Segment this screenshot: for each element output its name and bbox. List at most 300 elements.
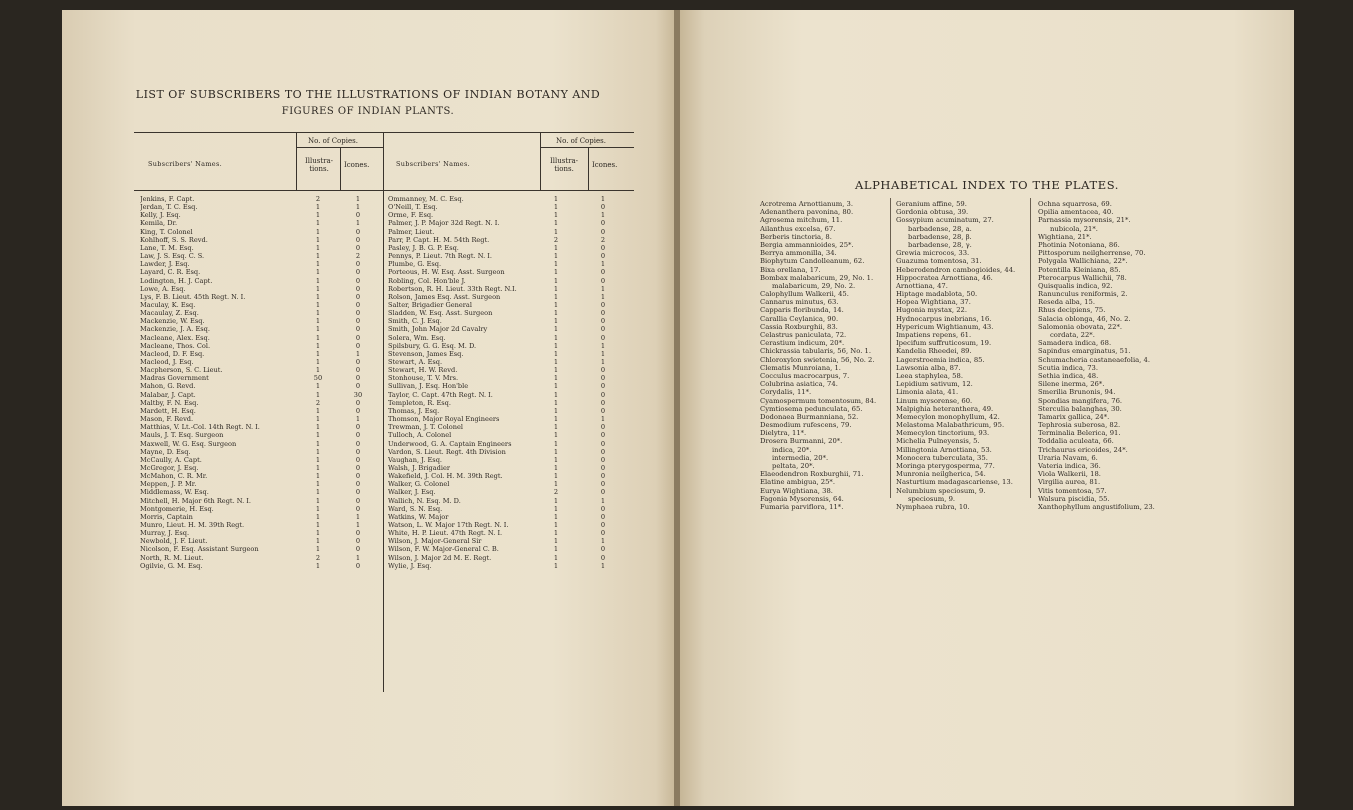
icones-count: 0 bbox=[600, 463, 606, 472]
subscriber-row bbox=[388, 554, 610, 562]
subscriber-row bbox=[388, 521, 610, 529]
index-entry: Vateria indica, 36. bbox=[1038, 462, 1101, 470]
subscriber-row bbox=[388, 391, 610, 399]
subscriber-row bbox=[388, 562, 610, 570]
subscriber-name: Robertson, R. H. Lieut. 33th Regt. N.I. bbox=[388, 284, 517, 293]
subscriber-name: Jerdan, T. C. Esq. bbox=[140, 203, 198, 212]
index-entry: Malpighia heteranthera, 49. bbox=[896, 404, 994, 413]
illustrations-count: 1 bbox=[553, 382, 559, 391]
subscriber-row bbox=[388, 423, 610, 431]
book-spread bbox=[62, 10, 1294, 806]
icones-count: 0 bbox=[600, 300, 606, 309]
subscriber-name: Munro, Lieut. H. M. 39th Regt. bbox=[140, 521, 245, 529]
index-entry: Millingtonia Arnottiana, 53. bbox=[896, 445, 992, 454]
icones-count: 2 bbox=[600, 235, 606, 244]
index-entry: Lawsonia alba, 87. bbox=[896, 363, 961, 372]
illustrations-count: 1 bbox=[553, 390, 559, 399]
illustrations-count: 1 bbox=[553, 439, 559, 448]
index-entry: Drosera Burmanni, 20*. bbox=[760, 437, 843, 446]
illustrations-count: 1 bbox=[553, 195, 559, 203]
index-column-1 bbox=[760, 200, 876, 511]
illustrations-count: 1 bbox=[315, 325, 321, 334]
icones-count: 1 bbox=[355, 521, 361, 529]
index-entry: Agrosema mitchum, 11. bbox=[760, 216, 843, 225]
subscribers-title-line1: LIST OF SUBSCRIBERS TO THE ILLUSTRATIONS OF INDIAN BOTANY AND bbox=[135, 88, 601, 101]
subscriber-row bbox=[388, 350, 610, 358]
icones-count: 0 bbox=[600, 447, 606, 456]
index-entry: malabaricum, 29, No. 2. bbox=[772, 281, 856, 290]
index-entry: Spondias mangifera, 76. bbox=[1038, 396, 1123, 405]
illustrations-count: 1 bbox=[315, 252, 321, 261]
illustrations-count: 2 bbox=[315, 195, 321, 203]
index-entry: Vitis tomentosa, 57. bbox=[1038, 486, 1107, 495]
subscriber-name: Lys, F. B. Lieut. 45th Regt. N. I. bbox=[140, 292, 246, 301]
subscriber-name: Nicolson, F. Esq. Assistant Surgeon bbox=[140, 545, 259, 554]
subscriber-row bbox=[388, 285, 610, 293]
right-names-header: Subscribers' Names. bbox=[396, 160, 470, 168]
subscriber-name: Wylie, J. Esq. bbox=[388, 561, 432, 570]
index-entry: Polygala Wallichiana, 22*. bbox=[1038, 257, 1128, 266]
subscriber-row bbox=[140, 407, 365, 415]
index-entry: Heberodendron cambogioides, 44. bbox=[896, 265, 1016, 274]
subscriber-row bbox=[140, 260, 365, 268]
icones-count: 0 bbox=[600, 325, 606, 334]
subscriber-name: White, H. P. Lieut. 47th Regt. N. I. bbox=[388, 529, 503, 538]
illustrations-count: 1 bbox=[315, 488, 321, 497]
icones-count: 1 bbox=[600, 284, 606, 293]
index-entry: Potentilla Kleiniana, 85. bbox=[1038, 265, 1121, 274]
subscriber-name: Wilson, F. W. Major-General C. B. bbox=[388, 545, 499, 554]
illustrations-count: 1 bbox=[553, 496, 559, 505]
icones-count: 0 bbox=[355, 398, 361, 407]
subscriber-name: Orme, F. Esq. bbox=[388, 211, 434, 220]
index-entry: Hippocratea Arnottiana, 46. bbox=[896, 273, 993, 282]
subscriber-row bbox=[388, 374, 610, 382]
subscriber-name: Wilson, J. Major-General Sir bbox=[388, 537, 482, 546]
subscriber-row bbox=[140, 529, 365, 537]
illustrations-count: 1 bbox=[553, 521, 559, 529]
index-entry: Rhus decipiens, 75. bbox=[1038, 306, 1106, 315]
index-entry: Cassia Roxburghii, 83. bbox=[760, 322, 838, 331]
subscriber-row bbox=[388, 228, 610, 236]
index-entry: Biophytum Candolleanum, 62. bbox=[760, 257, 865, 266]
index-entry: Pterocarpus Wallichii, 78. bbox=[1038, 273, 1127, 282]
subscriber-row bbox=[140, 415, 365, 423]
icones-count: 1 bbox=[355, 512, 361, 521]
illustrations-count: 1 bbox=[315, 480, 321, 489]
illustrations-count: 1 bbox=[553, 504, 559, 513]
icones-count: 0 bbox=[600, 545, 606, 554]
icones-count: 0 bbox=[600, 406, 606, 415]
illustrations-count: 1 bbox=[553, 366, 559, 375]
subscriber-name: Macleane, Alex. Esq. bbox=[140, 333, 210, 342]
illustrations-count: 1 bbox=[553, 398, 559, 407]
subscriber-row bbox=[140, 554, 365, 562]
right-copies-header: No. of Copies. bbox=[556, 137, 606, 145]
index-entry: Gordonia obtusa, 39. bbox=[896, 208, 969, 217]
index-entry: Calophyllum Walkerii, 45. bbox=[760, 290, 849, 299]
icones-count: 1 bbox=[600, 358, 606, 366]
icones-count: 1 bbox=[355, 219, 361, 228]
icones-count: 1 bbox=[600, 496, 606, 505]
subscriber-name: Maltby, F. N. Esq. bbox=[140, 398, 199, 407]
subscriber-row bbox=[388, 448, 610, 456]
illustrations-count: 1 bbox=[315, 366, 321, 375]
illustrations-count: 1 bbox=[553, 512, 559, 521]
illustrations-count: 1 bbox=[553, 341, 559, 350]
index-entry: Monocera tuberculata, 35. bbox=[896, 453, 988, 462]
icones-count: 0 bbox=[600, 529, 606, 538]
subscriber-name: Taylor, C. Capt. 47th Regt. N. I. bbox=[388, 390, 493, 399]
icones-count: 0 bbox=[355, 292, 361, 301]
left-icones-header: Icones. bbox=[344, 161, 370, 169]
illustrations-count: 1 bbox=[315, 545, 321, 554]
subscriber-row bbox=[140, 252, 365, 260]
icones-count: 0 bbox=[600, 439, 606, 448]
illustrations-count: 1 bbox=[315, 537, 321, 546]
icones-count: 2 bbox=[355, 252, 361, 261]
illustrations-count: 1 bbox=[553, 203, 559, 212]
icones-count: 0 bbox=[600, 480, 606, 489]
table-top-rule bbox=[134, 132, 634, 133]
index-entry: Acrotrema Arnottianum, 3. bbox=[760, 200, 854, 208]
illustrations-count: 1 bbox=[315, 455, 321, 464]
icones-count: 0 bbox=[600, 472, 606, 481]
index-entry: Samadera indica, 68. bbox=[1038, 339, 1112, 348]
index-entry: Bergia ammannioides, 25*. bbox=[760, 240, 854, 249]
subscriber-row bbox=[388, 456, 610, 464]
left-names-header: Subscribers' Names. bbox=[148, 160, 222, 168]
icones-count: 0 bbox=[355, 366, 361, 375]
subscriber-name: Lawder, J. Esq. bbox=[140, 260, 190, 269]
illustrations-count: 1 bbox=[553, 227, 559, 236]
illustrations-count: 1 bbox=[553, 537, 559, 546]
illustrations-count: 1 bbox=[315, 333, 321, 342]
subscriber-name: Stevenson, James Esq. bbox=[388, 349, 464, 358]
index-entry: Carallia Ceylanica, 90. bbox=[760, 314, 839, 323]
left-copies-divider bbox=[296, 132, 297, 190]
index-entry: Hypericum Wightianum, 43. bbox=[896, 322, 994, 331]
index-entry: peltata, 20*. bbox=[772, 462, 815, 470]
icones-count: 0 bbox=[355, 300, 361, 309]
subscribers-title-line2: FIGURES OF INDIAN PLANTS. bbox=[281, 106, 455, 117]
subscriber-row bbox=[388, 358, 610, 366]
icones-count: 0 bbox=[600, 366, 606, 375]
subscriber-row bbox=[388, 277, 610, 285]
subscriber-row bbox=[388, 334, 610, 342]
icones-count: 0 bbox=[600, 243, 606, 252]
right-copies-underline bbox=[540, 147, 634, 148]
illustrations-count: 2 bbox=[315, 553, 321, 562]
illustrations-count: 1 bbox=[315, 276, 321, 285]
subscriber-row bbox=[388, 366, 610, 374]
subscriber-row bbox=[388, 268, 610, 276]
subscriber-name: Templeton, R. Esq. bbox=[388, 398, 452, 407]
index-entry: Cyamospermum tomentosum, 84. bbox=[760, 396, 877, 405]
subscriber-row bbox=[140, 293, 365, 301]
right-page bbox=[680, 10, 1294, 806]
icones-count: 1 bbox=[355, 203, 361, 212]
subscriber-row bbox=[140, 497, 365, 505]
subscriber-name: Sladden, W. Esq. Asst. Surgeon bbox=[388, 309, 493, 318]
index-entry: Walsura piscidia, 55. bbox=[1038, 494, 1110, 503]
index-entry: Silene inerma, 26*. bbox=[1038, 380, 1105, 389]
illustrations-count: 1 bbox=[315, 341, 321, 350]
subscriber-row bbox=[388, 195, 610, 203]
subscriber-name: Vaughan, J. Esq. bbox=[388, 455, 443, 464]
subscriber-row bbox=[388, 545, 610, 553]
subscriber-name: Walsh, J. Brigadier bbox=[388, 463, 451, 472]
left-inner-divider bbox=[340, 147, 341, 190]
index-entry: Kandelia Rheedei, 89. bbox=[896, 347, 972, 356]
subscriber-name: Mackenzie, J. A. Esq. bbox=[140, 325, 210, 334]
subscriber-name: McGregor, J. Esq. bbox=[140, 463, 199, 472]
subscriber-row bbox=[388, 399, 610, 407]
icones-count: 0 bbox=[355, 423, 361, 432]
subscriber-name: Solera, Wm. Esq. bbox=[388, 333, 446, 342]
index-entry: Viola Walkerii, 18. bbox=[1038, 470, 1101, 479]
index-entry: Eurya Wightiana, 38. bbox=[760, 486, 833, 495]
subscriber-name: Madras Government bbox=[140, 374, 209, 383]
index-entry: Sapindus emarginatus, 51. bbox=[1038, 347, 1131, 356]
subscriber-row bbox=[140, 219, 365, 227]
subscriber-name: McCaully, A. Capt. bbox=[140, 455, 202, 464]
illustrations-count: 1 bbox=[315, 235, 321, 244]
icones-count: 0 bbox=[600, 553, 606, 562]
subscriber-row bbox=[388, 252, 610, 260]
index-entry: Adenanthera pavonina, 80. bbox=[760, 208, 854, 217]
icones-count: 0 bbox=[600, 268, 606, 277]
subscriber-name: Smith, John Major 2d Cavalry bbox=[388, 325, 488, 334]
illustrations-count: 1 bbox=[553, 292, 559, 301]
subscriber-name: Kelly, J. Esq. bbox=[140, 211, 181, 220]
subscriber-row bbox=[140, 317, 365, 325]
illustrations-count: 1 bbox=[315, 512, 321, 521]
subscriber-row bbox=[388, 537, 610, 545]
subscriber-name: Malabar, J. Capt. bbox=[140, 390, 196, 399]
icones-count: 0 bbox=[600, 252, 606, 261]
illustrations-count: 1 bbox=[315, 268, 321, 277]
subscriber-row bbox=[140, 448, 365, 456]
illustrations-count: 2 bbox=[553, 488, 559, 497]
icones-count: 0 bbox=[355, 309, 361, 318]
index-entry: barbadense, 28, γ. bbox=[908, 240, 972, 249]
illustrations-count: 1 bbox=[315, 227, 321, 236]
subscriber-row bbox=[388, 464, 610, 472]
icones-count: 1 bbox=[600, 561, 606, 570]
subscriber-name: Palmer, J. P. Major 32d Regt. N. I. bbox=[388, 219, 500, 228]
icones-count: 0 bbox=[355, 317, 361, 326]
illustrations-count: 1 bbox=[553, 529, 559, 538]
illustrations-count: 1 bbox=[315, 260, 321, 269]
illustrations-count: 50 bbox=[313, 374, 323, 383]
index-entry: Desmodium rufescens, 79. bbox=[760, 421, 852, 430]
index-entry: speciosum, 9. bbox=[908, 494, 956, 503]
subscriber-name: Wakefield, J. Col. H. M. 39th Regt. bbox=[388, 472, 503, 481]
subscriber-row bbox=[388, 203, 610, 211]
subscriber-row bbox=[388, 505, 610, 513]
icones-count: 0 bbox=[355, 341, 361, 350]
icones-count: 1 bbox=[600, 341, 606, 350]
illustrations-count: 1 bbox=[553, 455, 559, 464]
icones-count: 0 bbox=[600, 390, 606, 399]
icones-count: 0 bbox=[600, 333, 606, 342]
subscriber-row bbox=[140, 391, 365, 399]
icones-count: 0 bbox=[600, 455, 606, 464]
index-entry: Dodonaea Burmanniana, 52. bbox=[760, 412, 859, 421]
illustrations-count: 1 bbox=[553, 276, 559, 285]
illustrations-count: 1 bbox=[315, 472, 321, 481]
subscriber-row bbox=[388, 382, 610, 390]
table-mid-divider bbox=[383, 132, 384, 692]
subscriber-row bbox=[140, 334, 365, 342]
subscriber-name: Porteous, H. W. Esq. Asst. Surgeon bbox=[388, 268, 505, 277]
index-entry: Memecylon monophyllum, 42. bbox=[896, 412, 1000, 421]
illustrations-count: 1 bbox=[553, 284, 559, 293]
icones-count: 0 bbox=[355, 260, 361, 269]
subscriber-row bbox=[140, 236, 365, 244]
illustrations-count: 1 bbox=[553, 252, 559, 261]
illustrations-count: 1 bbox=[315, 219, 321, 228]
subscriber-name: Stewart, H. W. Revd. bbox=[388, 366, 458, 375]
subscriber-row bbox=[388, 244, 610, 252]
index-entry: Chickrassia tabularis, 56, No. 1. bbox=[760, 347, 872, 356]
icones-count: 0 bbox=[600, 431, 606, 440]
icones-count: 1 bbox=[600, 415, 606, 424]
subscriber-name: Wallich, N. Esq. M. D. bbox=[388, 496, 461, 505]
subscriber-name: Plumbe, G. Esq. bbox=[388, 260, 442, 269]
subscriber-name: Layard, C. R. Esq. bbox=[140, 268, 201, 277]
index-entry: Impatiens repens, 61. bbox=[896, 331, 972, 339]
illustrations-count: 1 bbox=[553, 260, 559, 269]
subscriber-row bbox=[140, 211, 365, 219]
illustrations-count: 1 bbox=[315, 203, 321, 212]
index-entry: Cannarus minutus, 63. bbox=[760, 298, 839, 307]
subscriber-row bbox=[388, 407, 610, 415]
illustrations-count: 1 bbox=[315, 561, 321, 570]
subscriber-name: Rolson, James Esq. Asst. Surgeon bbox=[388, 292, 501, 301]
subscriber-row bbox=[388, 431, 610, 439]
illustrations-count: 1 bbox=[553, 463, 559, 472]
illustrations-count: 1 bbox=[553, 472, 559, 481]
subscriber-row bbox=[140, 521, 365, 529]
illustrations-count: 1 bbox=[553, 309, 559, 318]
index-entry: cordata, 22*. bbox=[1050, 331, 1095, 339]
icones-count: 0 bbox=[355, 268, 361, 277]
subscriber-row bbox=[388, 301, 610, 309]
illustrations-count: 1 bbox=[315, 463, 321, 472]
subscriber-row bbox=[388, 488, 610, 496]
subscriber-row bbox=[140, 382, 365, 390]
index-entry: Munronia neilgherica, 54. bbox=[896, 470, 986, 479]
subscriber-name: Parr, P. Capt. H. M. 54th Regt. bbox=[388, 235, 490, 244]
subscriber-row bbox=[140, 440, 365, 448]
index-entry: Geranium affine, 59. bbox=[896, 200, 967, 208]
subscriber-name: Macleod, D. F. Esq. bbox=[140, 349, 205, 358]
index-column-2 bbox=[896, 200, 1015, 511]
subscriber-row bbox=[388, 480, 610, 488]
subscriber-name: Maculay, K. Esq. bbox=[140, 300, 196, 309]
index-entry: Melastoma Malabathricum, 95. bbox=[896, 421, 1005, 430]
index-entry: Grewia microcos, 33. bbox=[896, 249, 970, 258]
subscriber-name: Wilson, J. Major 2d M. E. Regt. bbox=[388, 553, 492, 562]
subscriber-name: Thomson, Major Royal Engineers bbox=[388, 415, 500, 424]
icones-count: 0 bbox=[600, 219, 606, 228]
index-entry: Schumacheria castaneaefolia, 4. bbox=[1038, 355, 1150, 364]
index-entry: Elatine ambigua, 25*. bbox=[760, 478, 835, 487]
subscriber-row bbox=[140, 277, 365, 285]
left-page bbox=[62, 10, 674, 806]
subscriber-row bbox=[140, 505, 365, 513]
subscriber-row bbox=[140, 268, 365, 276]
icones-count: 0 bbox=[600, 309, 606, 318]
index-entry: Nasturtium madagascariense, 13. bbox=[896, 478, 1013, 487]
index-title: ALPHABETICAL INDEX TO THE PLATES. bbox=[854, 178, 1120, 192]
subscriber-row bbox=[140, 358, 365, 366]
index-entry: Smerilia Brunonis, 94. bbox=[1038, 388, 1116, 397]
index-entry: Celastrus paniculata, 72. bbox=[760, 331, 847, 339]
subscriber-row bbox=[388, 529, 610, 537]
illustrations-count: 1 bbox=[315, 358, 321, 366]
icones-count: 0 bbox=[600, 227, 606, 236]
index-entry: Quisqualis indica, 92. bbox=[1038, 281, 1113, 290]
illustrations-count: 1 bbox=[315, 390, 321, 399]
index-entry: Berrya ammonilla, 34. bbox=[760, 249, 837, 258]
illustrations-count: 1 bbox=[553, 219, 559, 228]
left-copies-header: No. of Copies. bbox=[308, 137, 358, 145]
index-entry: Nymphaea rubra, 10. bbox=[896, 502, 970, 511]
header-bottom-rule bbox=[134, 190, 634, 191]
subscriber-row bbox=[140, 488, 365, 496]
illustrations-count: 1 bbox=[315, 529, 321, 538]
icones-count: 0 bbox=[355, 406, 361, 415]
illustrations-count: 1 bbox=[315, 415, 321, 424]
subscriber-name: Tulloch, A. Colonel bbox=[388, 431, 452, 440]
subscriber-row bbox=[140, 374, 365, 382]
index-entry: Wightiana, 21*. bbox=[1038, 232, 1092, 241]
index-entry: Gossypium acuminatum, 27. bbox=[896, 216, 994, 225]
index-entry: Fagonia Mysorensis, 64. bbox=[760, 494, 844, 503]
subscriber-name: Underwood, G. A. Captain Engineers bbox=[388, 439, 512, 448]
index-entry: Lagerstroemia indica, 85. bbox=[896, 355, 985, 364]
subscriber-name: Lane, T. M. Esq. bbox=[140, 243, 194, 252]
subscriber-name: O'Neill, T. Esq. bbox=[388, 203, 438, 212]
index-entry: Ochna squarrosa, 69. bbox=[1038, 200, 1112, 208]
index-entry: Colubrina asiatica, 74. bbox=[760, 380, 838, 389]
subscriber-name: Spilsbury, G. G. Esq. M. D. bbox=[388, 341, 477, 350]
index-entry: Pittosporum neilgherrense, 70. bbox=[1038, 249, 1146, 258]
subscriber-name: Smith, C. J. Esq. bbox=[388, 317, 442, 326]
subscriber-row bbox=[140, 203, 365, 211]
icones-count: 0 bbox=[355, 561, 361, 570]
icones-count: 0 bbox=[355, 463, 361, 472]
index-entry: Memecylon tinctorium, 93. bbox=[896, 429, 990, 438]
icones-count: 1 bbox=[600, 211, 606, 220]
index-entry: Elaeodendron Roxburghii, 71. bbox=[760, 470, 864, 479]
index-entry: Berberis tinctoria, 8. bbox=[760, 232, 832, 241]
index-entry: Reseda alba, 15. bbox=[1038, 298, 1095, 307]
index-entry: Leea staphylea, 58. bbox=[896, 371, 963, 380]
subscriber-row bbox=[140, 325, 365, 333]
icones-count: 0 bbox=[355, 537, 361, 546]
index-entry: Chloroxylon swietenia, 56, No. 2. bbox=[760, 355, 875, 364]
icones-count: 0 bbox=[600, 504, 606, 513]
index-entry: Dielytra, 11*. bbox=[760, 429, 807, 438]
subscriber-name: Matthias, V. Lt.-Col. 14th Regt. N. I. bbox=[140, 423, 260, 432]
subscriber-row bbox=[140, 464, 365, 472]
icones-count: 0 bbox=[355, 431, 361, 440]
index-entry: Clematis Munroiana, 1. bbox=[760, 363, 841, 372]
